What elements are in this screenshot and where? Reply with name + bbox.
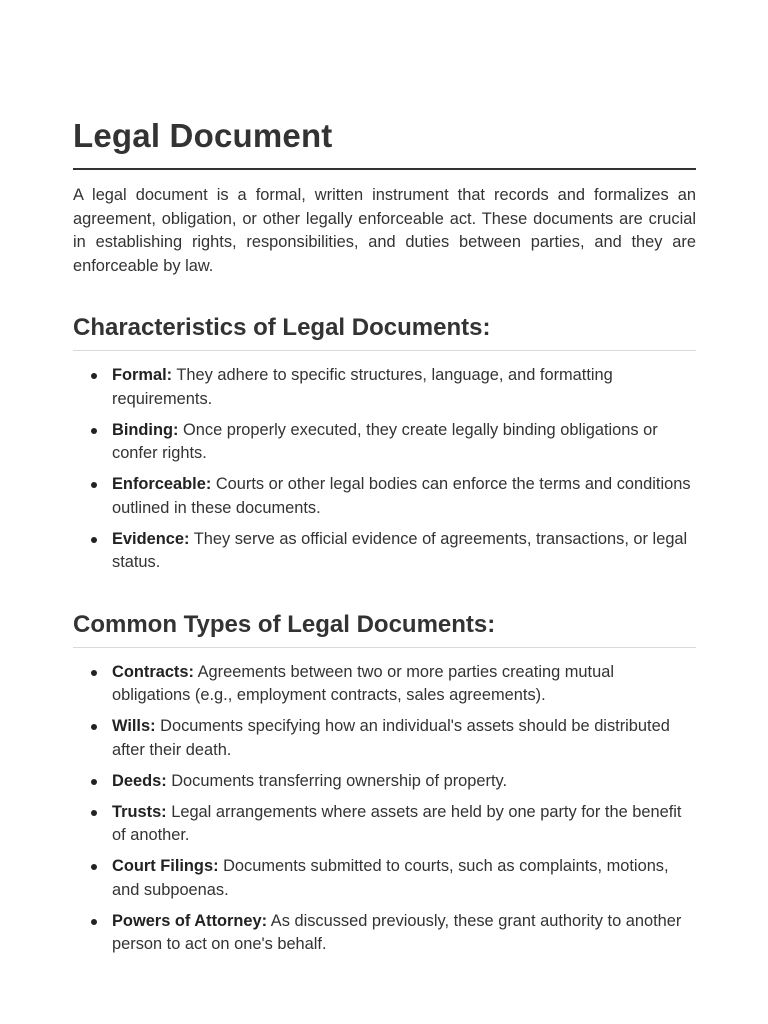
bullet-icon [91, 482, 97, 488]
list-item [112, 715, 696, 762]
bullet-icon [91, 919, 97, 925]
item-text: Agreements between two or more parties creating mutual obligations (e.g., employment contracts, sales agreements). [112, 662, 614, 704]
bullet-icon [91, 670, 97, 676]
characteristics-divider [73, 350, 696, 351]
list-item [112, 419, 696, 466]
item-term: Deeds: [112, 771, 167, 790]
item-text: They adhere to specific structures, language, and formatting requirements. [112, 366, 613, 408]
list-item [112, 364, 696, 411]
item-text: Documents specifying how an individual's assets should be distributed after their death. [112, 717, 670, 759]
item-text: They serve as official evidence of agreements, transactions, or legal status. [112, 529, 688, 571]
bullet-icon [91, 537, 97, 543]
bullet-icon [91, 810, 97, 816]
types-divider [73, 647, 696, 648]
item-term: Binding: [112, 420, 179, 439]
item-text: Documents transferring ownership of property. [166, 771, 508, 790]
item-term: Powers of Attorney: [112, 911, 268, 930]
item-term: Wills: [112, 717, 156, 735]
types-heading: Common Types of Legal Documents: [73, 610, 496, 638]
characteristics-heading: Characteristics of Legal Documents: [73, 314, 491, 341]
item-term: Contracts: [112, 662, 194, 681]
list-item [112, 770, 696, 794]
item-term: Court Filings: [112, 857, 219, 875]
item-text: Once properly executed, they create legally binding obligations or confer rights. [112, 420, 658, 462]
bullet-icon [91, 864, 97, 870]
list-item [112, 473, 696, 520]
types-section [73, 609, 696, 957]
list-item [112, 855, 696, 902]
item-text: As discussed previously, these grant authority to another person to act on one's behalf. [112, 911, 682, 953]
list-item [112, 801, 696, 848]
bullet-icon [91, 779, 97, 785]
list-item [112, 661, 696, 708]
document-title: Legal Document [73, 117, 333, 154]
intro-paragraph: A legal document is a formal, written instrument that records and formalizes an agreement, obligation, or other legally enforceable act. These documents are crucial in establishing rights, responsibilities, and duties between parties, and they are enforceable by law. [73, 186, 696, 275]
types-list [73, 661, 696, 957]
bullet-icon [91, 373, 97, 379]
item-term: Trusts: [112, 802, 167, 821]
item-term: Evidence: [112, 529, 190, 548]
item-text: Documents submitted to courts, such as complaints, motions, and subpoenas. [112, 857, 669, 899]
bullet-icon [91, 724, 97, 730]
list-item [112, 528, 696, 575]
characteristics-list [73, 364, 696, 575]
item-term: Formal: [112, 366, 173, 384]
item-text: Courts or other legal bodies can enforce the terms and conditions outlined in these documents. [112, 475, 691, 517]
bullet-icon [91, 428, 97, 434]
item-text: Legal arrangements where assets are held by one party for the benefit of another. [112, 802, 682, 844]
title-divider [73, 168, 696, 170]
item-term: Enforceable: [112, 475, 212, 493]
characteristics-section [73, 312, 696, 575]
list-item [112, 910, 696, 957]
